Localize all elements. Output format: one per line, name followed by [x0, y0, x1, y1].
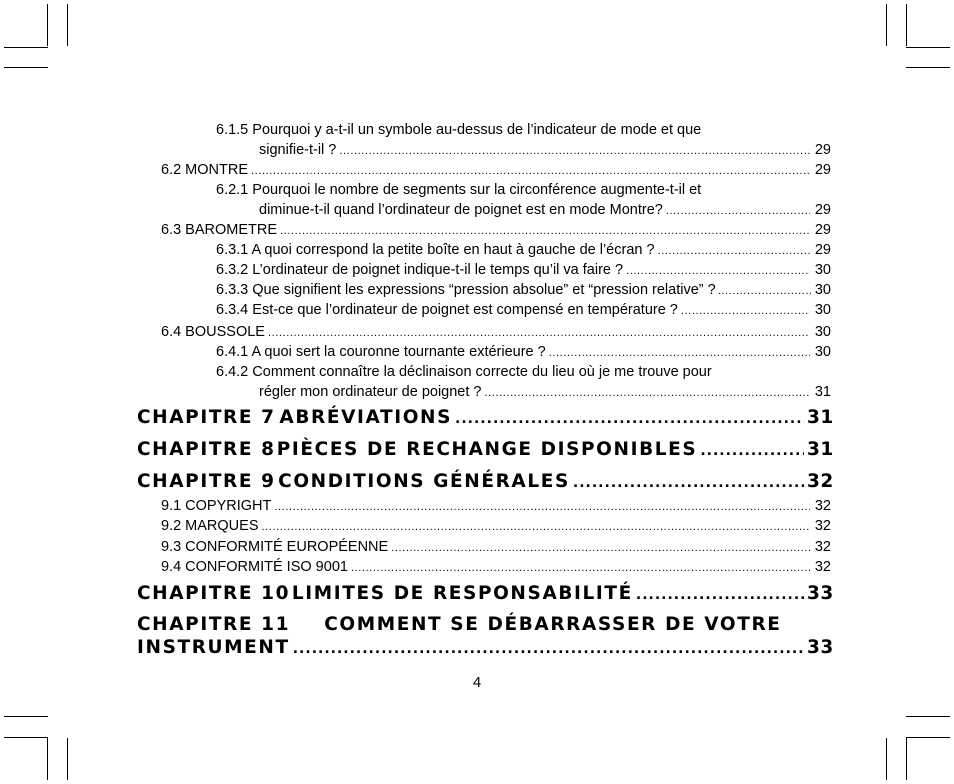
toc-entry-title: 9.3 CONFORMITÉ EUROPÉENNE — [161, 539, 389, 555]
dot-leader — [274, 497, 810, 517]
crop-mark — [906, 716, 950, 717]
toc-entry-title: Pourquoi y a-t-il un symbole au-dessus de l’indicateur de mode et que — [252, 122, 702, 138]
toc-page-number: 30 — [814, 344, 831, 360]
toc-entry-title: régler mon ordinateur de poignet ? — [259, 384, 482, 400]
toc-page-number: 31 — [807, 439, 834, 460]
toc-chapter-11-continued[interactable] — [137, 636, 834, 660]
toc-entry-title: 9.2 MARQUES — [161, 518, 259, 534]
dot-leader — [658, 241, 810, 261]
toc-entry-title: diminue-t-il quand l’ordinateur de poignet est en mode Montre? — [259, 202, 663, 218]
chapter-label: CHAPITRE 9 — [137, 471, 276, 492]
dot-leader — [268, 323, 810, 343]
toc-entry-6-2-1[interactable] — [137, 180, 831, 200]
toc-chapter-9[interactable] — [137, 470, 834, 494]
toc-entry-title: 6.4 BOUSSOLE — [161, 324, 265, 340]
dot-leader — [700, 439, 804, 463]
toc-entry-number: 6.1.5 — [216, 122, 249, 138]
chapter-title: PIÈCES DE RECHANGE DISPONIBLES — [276, 439, 698, 460]
chapter-label: CHAPITRE 10 — [137, 583, 291, 604]
dot-leader — [681, 301, 810, 321]
toc-page-number: 33 — [807, 637, 834, 658]
toc-page-number: 30 — [814, 282, 831, 298]
crop-mark — [906, 47, 950, 48]
chapter-title: ABRÉVIATIONS — [279, 407, 453, 428]
dot-leader — [262, 517, 811, 537]
toc-page-number: 32 — [814, 559, 831, 575]
chapter-title: LIMITES DE RESPONSABILITÉ — [291, 583, 633, 604]
toc-entry-6-4[interactable] — [137, 322, 831, 342]
toc-page-number: 29 — [814, 162, 831, 178]
dot-leader — [351, 558, 810, 578]
crop-mark — [886, 4, 887, 46]
toc-entry-6-1-5[interactable] — [137, 120, 831, 140]
toc-entry-title: 9.1 COPYRIGHT — [161, 498, 272, 514]
toc-entry-9-3[interactable] — [137, 537, 831, 557]
toc-page-number: 32 — [814, 498, 831, 514]
dot-leader — [455, 407, 804, 431]
dot-leader — [280, 221, 810, 241]
dot-leader — [251, 161, 810, 181]
toc-entry-9-1[interactable] — [137, 496, 831, 516]
crop-mark — [67, 738, 68, 780]
crop-mark — [886, 738, 887, 780]
toc-entry-title: signifie-t-il ? — [259, 142, 337, 158]
toc-page-number: 30 — [814, 302, 831, 318]
toc-entry-title: 6.3.4 Est-ce que l’ordinateur de poignet est compensé en température ? — [216, 302, 678, 318]
dot-leader — [293, 637, 804, 661]
chapter-title: CONDITIONS GÉNÉRALES — [278, 471, 570, 492]
toc-page-number: 29 — [814, 202, 831, 218]
crop-mark — [4, 737, 48, 738]
toc-entry-title: Pourquoi le nombre de segments sur la circonférence augmente-t-il et — [252, 182, 702, 198]
toc-entry-6-3[interactable] — [137, 220, 831, 240]
dot-leader — [718, 281, 811, 301]
toc-chapter-10[interactable] — [137, 582, 834, 606]
dot-leader — [391, 538, 810, 558]
toc-page-number: 33 — [807, 583, 834, 604]
crop-mark — [906, 737, 950, 738]
crop-mark — [4, 716, 48, 717]
chapter-title: INSTRUMENT — [137, 637, 290, 658]
toc-entry-number: 6.4.2 — [216, 364, 249, 380]
crop-mark — [4, 47, 48, 48]
toc-entry-6-3-4[interactable] — [137, 300, 831, 320]
page-number: 4 — [472, 674, 482, 691]
dot-leader — [339, 141, 810, 161]
toc-entry-6-3-1[interactable] — [137, 240, 831, 260]
dot-leader — [484, 383, 810, 403]
toc-entry-title: 6.3.1 A quoi correspond la petite boîte en haut à gauche de l’écran ? — [216, 242, 655, 258]
toc-entry-6-4-1[interactable] — [137, 342, 831, 362]
toc-page-number: 29 — [814, 142, 831, 158]
toc-entry-title: 6.3.3 Que signifient les expressions “pression absolue” et “pression relative” ? — [216, 282, 716, 298]
chapter-label: CHAPITRE 8 — [137, 439, 276, 460]
toc-page-number: 32 — [814, 539, 831, 555]
toc-entry-6-2-1-continued[interactable] — [137, 200, 831, 220]
toc-entry-6-4-2[interactable] — [137, 362, 831, 382]
toc-chapter-8[interactable] — [137, 438, 834, 462]
toc-entry-6-2[interactable] — [137, 160, 831, 180]
toc-entry-title: 6.2 MONTRE — [161, 162, 249, 178]
toc-entry-6-3-3[interactable] — [137, 280, 831, 300]
crop-mark — [47, 4, 48, 46]
toc-page-number: 29 — [814, 242, 831, 258]
toc-chapter-7[interactable] — [137, 406, 834, 430]
toc-entry-9-2[interactable] — [137, 516, 831, 536]
dot-leader — [549, 343, 810, 363]
toc-page-number: 32 — [807, 471, 834, 492]
table-of-contents — [137, 0, 834, 784]
toc-entry-title: Comment connaître la déclinaison correcte du lieu où je me trouve pour — [252, 364, 712, 380]
chapter-title: COMMENT SE DÉBARRASSER DE VOTRE — [324, 614, 782, 635]
toc-page-number: 31 — [814, 384, 831, 400]
dot-leader — [636, 583, 804, 607]
toc-chapter-11[interactable] — [137, 613, 831, 637]
toc-page-number: 30 — [814, 324, 831, 340]
toc-entry-title: 6.4.1 A quoi sert la couronne tournante extérieure ? — [216, 344, 546, 360]
toc-entry-6-3-2[interactable] — [137, 260, 831, 280]
toc-page-number: 31 — [807, 407, 834, 428]
toc-entry-6-1-5-continued[interactable] — [137, 140, 831, 160]
toc-entry-6-4-2-continued[interactable] — [137, 382, 831, 402]
toc-page-number: 32 — [814, 518, 831, 534]
toc-entry-number: 6.2.1 — [216, 182, 249, 198]
toc-entry-title: 6.3.2 L’ordinateur de poignet indique-t-il le temps qu’il va faire ? — [216, 262, 624, 278]
toc-entry-9-4[interactable] — [137, 557, 831, 577]
dot-leader — [573, 471, 804, 495]
crop-mark — [906, 738, 907, 780]
dot-leader — [666, 201, 810, 221]
toc-entry-title: 9.4 CONFORMITÉ ISO 9001 — [161, 559, 348, 575]
toc-page-number: 29 — [814, 222, 831, 238]
crop-mark — [906, 67, 950, 68]
chapter-label: CHAPITRE 11 — [137, 614, 291, 635]
dot-leader — [626, 261, 810, 281]
crop-mark — [906, 4, 907, 46]
chapter-label: CHAPITRE 7 — [137, 407, 276, 428]
toc-page-number: 30 — [814, 262, 831, 278]
crop-mark — [47, 738, 48, 780]
toc-entry-title: 6.3 BAROMETRE — [161, 222, 278, 238]
crop-mark — [4, 67, 48, 68]
crop-mark — [67, 4, 68, 46]
